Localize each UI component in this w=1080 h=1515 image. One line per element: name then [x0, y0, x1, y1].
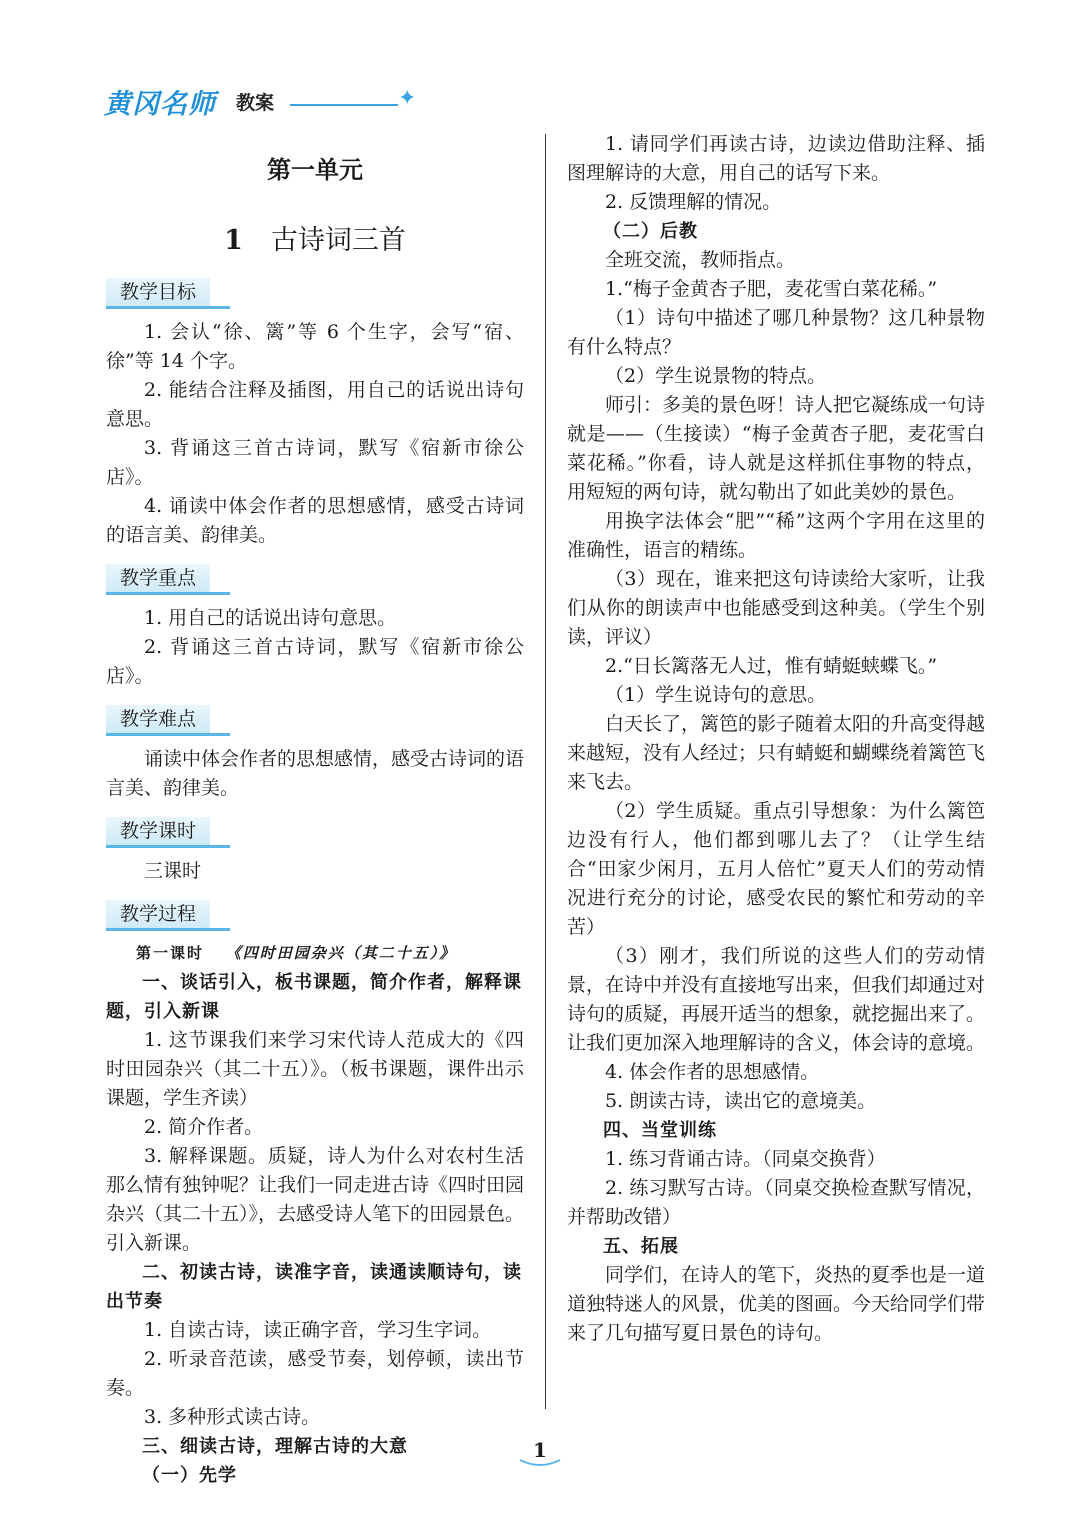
paragraph: （2）学生质疑。重点引导想象：为什么篱笆边没有行人，他们都到哪儿去了？（让学生结合“田家少闲月，五月人倍忙”夏天人们的劳动情况进行充分的讨论，感受农民的繁忙和劳动的辛苦） [567, 800, 985, 938]
section-process [106, 896, 524, 936]
paragraph: 2.“日长篱落无人过，惟有蜻蜓蛱蝶飞。” [605, 655, 938, 677]
paragraph: 全班交流，教师指点。 [605, 249, 796, 271]
paragraph: 2. 练习默写古诗。（同桌交换检查默写情况，并帮助改错） [567, 1177, 985, 1228]
paragraph: 师引：多美的景色呀！诗人把它凝练成一句诗就是——（生接读）“梅子金黄杏子肥，麦花雪白菜花稀。”你看，诗人就是这样抓住事物的特点，用短短的两句诗，就勾勒出了如此美妙的景色。 [567, 394, 986, 503]
page-number: 1 [533, 1438, 547, 1462]
paragraph: 5. 朗读古诗，读出它的意境美。 [605, 1090, 877, 1112]
right-column [567, 130, 985, 1348]
key-point-item: 2. 背诵这三首古诗词，默写《宿新市徐公店》。 [106, 636, 524, 687]
lesson-number: 1 [224, 225, 243, 256]
paragraph: 2. 听录音范读，感受节奏，划停顿，读出节奏。 [106, 1348, 524, 1399]
paragraph: 1. 请同学们再读古诗，边读边借助注释、插图理解诗的大意，用自己的话写下来。 [567, 133, 985, 184]
key-point-item: 1. 用自己的话说出诗句意思。 [144, 607, 397, 629]
left-column [106, 128, 524, 1490]
period-heading [136, 940, 524, 966]
step-heading: （一）先学 [142, 1465, 237, 1486]
section-rule [106, 733, 230, 736]
hours-text: 三课时 [144, 860, 202, 882]
paragraph: 用换字法体会“肥”“稀”这两个字用在这里的准确性，语言的精练。 [567, 510, 985, 561]
section-title: 教学难点 [106, 705, 210, 733]
period-title: 《四时田园杂兴（其二十五）》 [225, 944, 457, 962]
step-heading: 一、谈话引入，板书课题，简介作者，解释课题，引入新课 [106, 972, 522, 1022]
goal-item: 3. 背诵这三首古诗词，默写《宿新市徐公店》。 [106, 437, 524, 488]
paragraph: 同学们，在诗人的笔下，炎热的夏季也是一道道独特迷人的风景，优美的图画。今天给同学们带来了几句描写夏日景色的诗句。 [567, 1264, 986, 1344]
paragraph: 3. 多种形式读古诗。 [144, 1406, 321, 1428]
step-heading: 四、当堂训练 [603, 1120, 717, 1141]
paragraph: 1.“梅子金黄杏子肥，麦花雪白菜花稀。” [605, 278, 938, 300]
header-rule [290, 104, 398, 106]
unit-title: 第一单元 [267, 156, 363, 184]
section-difficulties [106, 701, 524, 741]
section-hours [106, 813, 524, 853]
section-rule [106, 592, 230, 595]
section-goals [106, 274, 524, 314]
column-divider [545, 134, 546, 1409]
section-rule [106, 928, 230, 931]
goal-item: 2. 能结合注释及插图，用自己的话说出诗句意思。 [106, 379, 524, 430]
paragraph: 3. 解释课题。质疑，诗人为什么对农村生活那么情有独钟呢？让我们一同走进古诗《四时田园杂兴（其二十五）》，去感受诗人笔下的田园景色。引入新课。 [106, 1145, 525, 1254]
difficulty-text: 诵读中体会作者的思想感情，感受古诗词的语言美、韵律美。 [106, 748, 525, 799]
paragraph: 4. 体会作者的思想感情。 [605, 1061, 820, 1083]
paragraph: （3）刚才，我们所说的这些人们的劳动情景，在诗中并没有直接地写出来，但我们却通过对诗句的质疑，再展开适当的想象，就挖掘出来了。让我们更加深入地理解诗的含义，体会诗的意境。 [567, 945, 986, 1054]
section-title: 教学重点 [106, 564, 210, 592]
lesson-title [106, 218, 524, 264]
paragraph: 1. 练习背诵古诗。（同桌交换背） [605, 1148, 886, 1170]
page-header [104, 80, 434, 120]
lesson-name: 古诗词三首 [270, 225, 406, 256]
section-rule [106, 306, 230, 309]
section-rule [106, 845, 230, 848]
section-title: 教学课时 [106, 817, 210, 845]
page-number-ornament [518, 1458, 562, 1468]
goal-item: 4. 诵读中体会作者的思想感情，感受古诗词的语言美、韵律美。 [106, 495, 524, 546]
step-heading: （二）后教 [603, 221, 698, 242]
section-key-points [106, 560, 524, 600]
step-heading: 三、细读古诗，理解古诗的大意 [142, 1436, 408, 1457]
paragraph: （1）诗句中描述了哪几种景物？这几种景物有什么特点？ [567, 307, 985, 358]
sparkle-icon: ✦ [398, 86, 417, 111]
section-title: 教学过程 [106, 900, 210, 928]
paragraph: 1. 自读古诗，读正确字音，学习生字词。 [144, 1319, 492, 1341]
brand-logo-text: 黄冈名师 [104, 89, 216, 120]
paragraph: 1. 这节课我们来学习宋代诗人范成大的《四时田园杂兴（其二十五）》。（板书课题，课件出示课题，学生齐读） [106, 1029, 524, 1109]
paragraph: （2）学生说景物的特点。 [605, 365, 827, 387]
step-heading: 五、拓展 [603, 1236, 679, 1257]
period-label: 第一课时 [136, 944, 205, 962]
paragraph: 白天长了，篱笆的影子随着太阳的升高变得越来越短，没有人经过；只有蜻蜓和蝴蝶绕着篱笆飞来飞去。 [567, 713, 986, 793]
paragraph: （1）学生说诗句的意思。 [605, 684, 827, 706]
paragraph: 2. 反馈理解的情况。 [605, 191, 782, 213]
paragraph: 2. 简介作者。 [144, 1116, 264, 1138]
header-subtitle: 教案 [236, 92, 275, 114]
step-heading: 二、初读古诗，读准字音，读通读顺诗句，读出节奏 [106, 1262, 522, 1312]
goal-item: 1. 会认“徐、篱”等 6 个生字，会写“宿、徐”等 14 个字。 [106, 321, 524, 372]
paragraph: （3）现在，谁来把这句诗读给大家听，让我们从你的朗读声中也能感受到这种美。（学生个别读，评议） [567, 568, 985, 648]
section-title: 教学目标 [106, 278, 210, 306]
